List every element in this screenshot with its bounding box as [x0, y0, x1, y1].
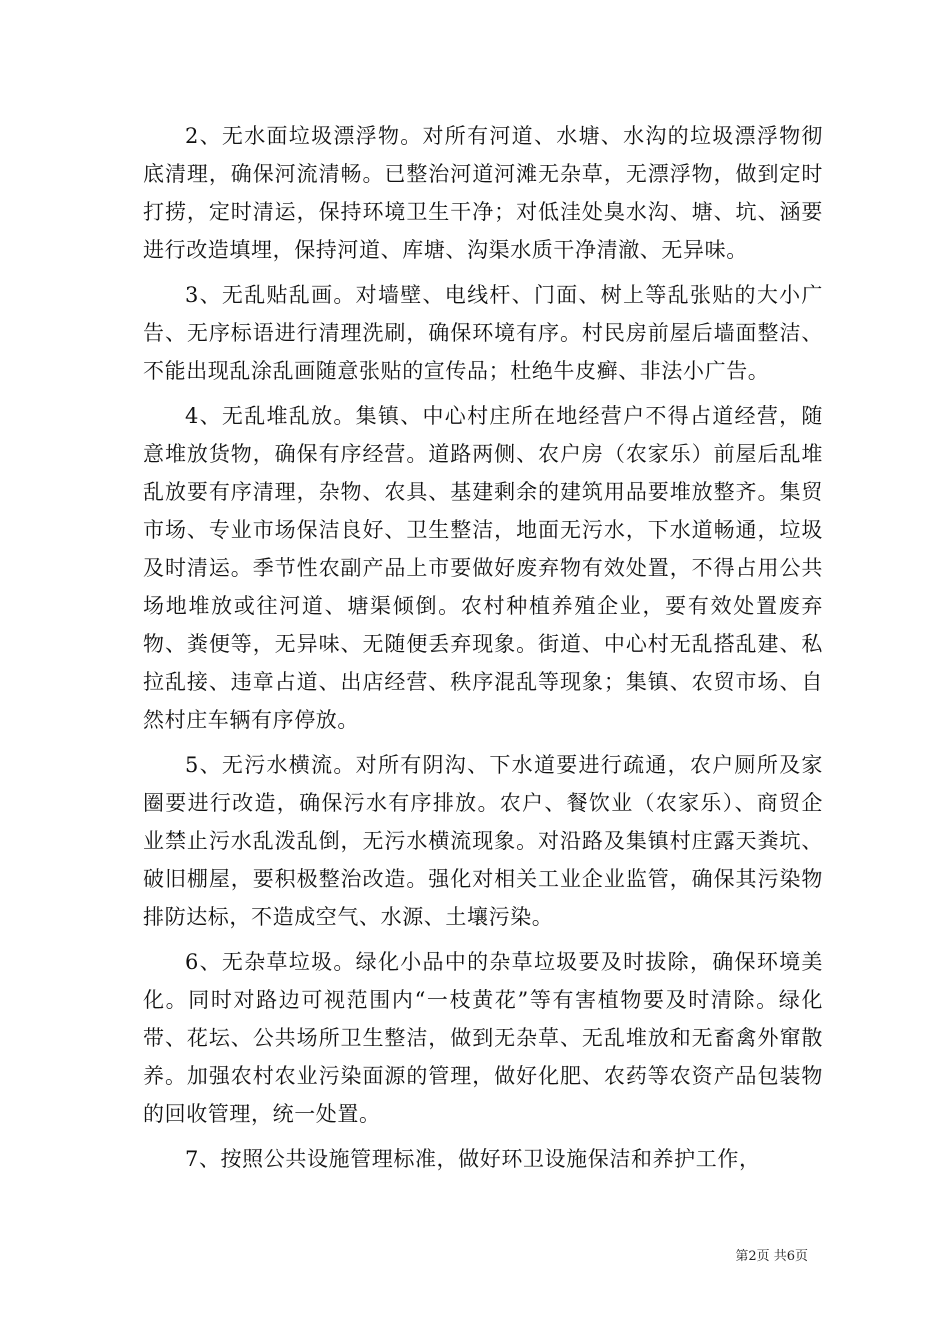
paragraph-item-2: 2、无水面垃圾漂浮物。对所有河道、水塘、水沟的垃圾漂浮物彻底清理，确保河流清畅。已整治河道河滩无杂草，无漂浮物，做到定时打捞，定时清运，保持环境卫生干净；对低洼处臭水沟、塘、坑、涵要进行改造填埋，保持河道、库塘、沟渠水质干净清澈、无异味。 [143, 124, 823, 262]
paragraph-item-4: 4、无乱堆乱放。集镇、中心村庄所在地经营户不得占道经营，随意堆放货物，确保有序经营。道路两侧、农户房（农家乐）前屋后乱堆乱放要有序清理，杂物、农具、基建剩余的建筑用品要堆放整齐。集贸市场、专业市场保洁良好、卫生整洁，地面无污水，下水道畅通，垃圾及时清运。季节性农副产品上市要做好废弃物有效处置，不得占用公共场地堆放或往河道、塘渠倾倒。农村种植养殖企业，要有效处置废弃物、粪便等，无异味、无随便丢弃现象。街道、中心村无乱搭乱建、私拉乱接、违章占道、出店经营、秩序混乱等现象；集镇、农贸市场、自然村庄车辆有序停放。 [143, 404, 823, 732]
paragraph-item-3: 3、无乱贴乱画。对墙壁、电线杆、门面、树上等乱张贴的大小广告、无序标语进行清理洗刷，确保环境有序。村民房前屋后墙面整洁、不能出现乱涂乱画随意张贴的宣传品；杜绝牛皮癣、非法小广告。 [143, 283, 823, 383]
paragraph-item-5: 5、无污水横流。对所有阴沟、下水道要进行疏通，农户厕所及家圈要进行改造，确保污水有序排放。农户、餐饮业（农家乐）、商贸企业禁止污水乱泼乱倒，无污水横流现象。对沿路及集镇村庄露天粪坑、破旧棚屋，要积极整治改造。强化对相关工业企业监管，确保其污染物排防达标，不造成空气、水源、土壤污染。 [143, 753, 823, 929]
paragraph-item-6: 6、无杂草垃圾。绿化小品中的杂草垃圾要及时拔除，确保环境美化。同时对路边可视范围内“一枝黄花”等有害植物要及时清除。绿化带、花坛、公共场所卫生整洁，做到无杂草、无乱堆放和无畜禽外窜散养。加强农村农业污染面源的管理，做好化肥、农药等农资产品包装物的回收管理，统一处置。 [143, 950, 823, 1126]
document-body [143, 117, 823, 1178]
page-number-footer: 第2页 共6页 [735, 1249, 808, 1264]
paragraph-item-7: 7、按照公共设施管理标准，做好环卫设施保洁和养护工作， [185, 1147, 761, 1171]
